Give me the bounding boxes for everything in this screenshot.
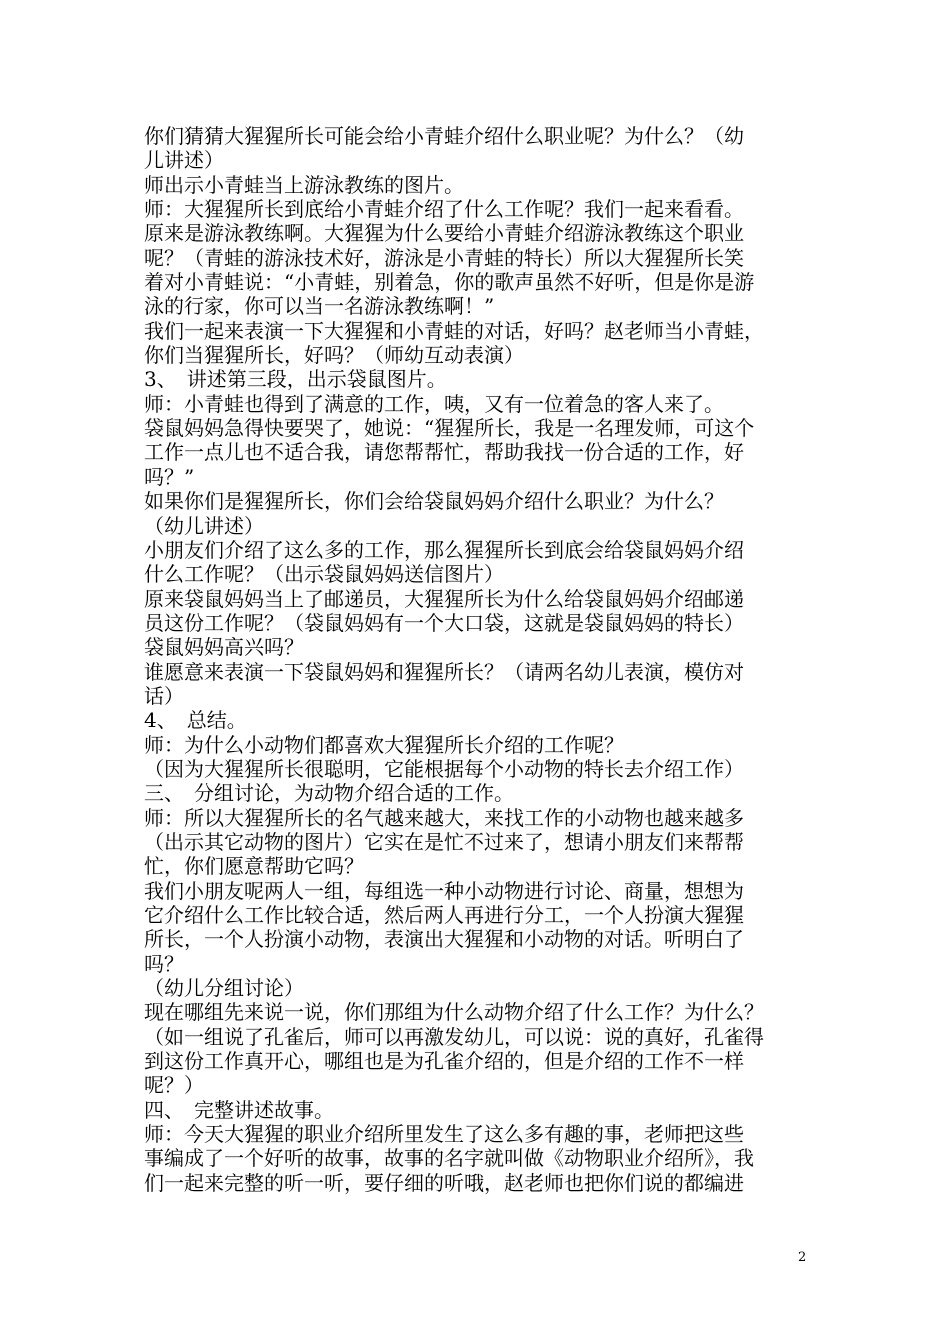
text-line: （出示其它动物的图片）它实在是忙不过来了，想请小朋友们来帮帮 — [144, 829, 744, 854]
page-number: 2 — [798, 1250, 807, 1265]
text-line: 三、 分组讨论，为动物介绍合适的工作。 — [144, 781, 514, 806]
text-line: 袋鼠妈妈急得快要哭了，她说：“猩猩所长，我是一名理发师，可这个 — [144, 416, 755, 441]
text-line: 它介绍什么工作比较合适，然后两人再进行分工，一个人扮演大猩猩 — [144, 903, 744, 927]
text-line: 4、 总结。 — [144, 708, 247, 733]
text-line: 谁愿意来表演一下袋鼠妈妈和猩猩所长？（请两名幼儿表演，模仿对 — [144, 659, 744, 684]
text-line: 师：为什么小动物们都喜欢大猩猩所长介绍的工作呢？ — [144, 732, 624, 757]
text-line: （如一组说了孔雀后，师可以再激发幼儿，可以说：说的真好，孔雀得 — [144, 1024, 764, 1049]
text-line: 吗？” — [144, 464, 195, 489]
text-line: 泳的行家，你可以当一名游泳教练啊！” — [144, 294, 495, 319]
text-line: 事编成了一个好听的故事，故事的名字就叫做《动物职业介绍所》，我 — [144, 1146, 754, 1171]
text-line: 呢？） — [144, 1073, 204, 1098]
text-line: 你们当猩猩所长，好吗？（师幼互动表演） — [144, 343, 524, 368]
text-line: 师：所以大猩猩所长的名气越来越大，来找工作的小动物也越来越多 — [144, 805, 744, 830]
text-line: 们一起来完整的听一听，要仔细的听哦，赵老师也把你们说的都编进 — [144, 1170, 744, 1195]
text-line: 吗？ — [144, 951, 184, 976]
text-line: 我们小朋友呢两人一组，每组选一种小动物进行讨论、商量，想想为 — [144, 878, 744, 903]
text-line: 现在哪组先来说一说，你们那组为什么动物介绍了什么工作？为什么？ — [144, 1000, 764, 1025]
text-line: 所长，一个人扮演小动物，表演出大猩猩和小动物的对话。听明白了 — [144, 927, 744, 952]
text-line: 师出示小青蛙当上游泳教练的图片。 — [144, 172, 464, 197]
text-line: 原来袋鼠妈妈当上了邮递员，大猩猩所长为什么给袋鼠妈妈介绍邮递 — [144, 586, 744, 611]
text-line: （幼儿分组讨论） — [144, 976, 304, 1001]
text-line: 四、 完整讲述故事。 — [144, 1097, 334, 1122]
text-line: 袋鼠妈妈高兴吗？ — [144, 635, 304, 660]
text-line: 小朋友们介绍了这么多的工作，那么猩猩所长到底会给袋鼠妈妈介绍 — [144, 537, 744, 562]
text-line: 你们猜猜大猩猩所长可能会给小青蛙介绍什么职业呢？为什么？（幼 — [144, 124, 744, 148]
text-line: 呢？（青蛙的游泳技术好，游泳是小青蛙的特长）所以大猩猩所长笑 — [144, 245, 744, 270]
text-line: 师：今天大猩猩的职业介绍所里发生了这么多有趣的事，老师把这些 — [144, 1122, 744, 1147]
text-line: 原来是游泳教练啊。大猩猩为什么要给小青蛙介绍游泳教练这个职业 — [144, 221, 744, 246]
text-line: 工作一点儿也不适合我，请您帮帮忙，帮助我找一份合适的工作，好 — [144, 440, 744, 465]
text-line: 着对小青蛙说：“小青蛙，别着急，你的歌声虽然不好听，但是你是游 — [144, 270, 755, 295]
text-line: 到这份工作真开心，哪组也是为孔雀介绍的，但是介绍的工作不一样 — [144, 1049, 744, 1074]
text-line: 话） — [144, 683, 184, 708]
text-line: 儿讲述） — [144, 148, 224, 173]
text-line: 什么工作呢？（出示袋鼠妈妈送信图片） — [144, 562, 504, 587]
text-line: 如果你们是猩猩所长，你们会给袋鼠妈妈介绍什么职业？为什么？ — [144, 489, 724, 514]
text-line: 3、 讲述第三段，出示袋鼠图片。 — [144, 367, 447, 392]
text-line: 忙，你们愿意帮助它吗？ — [144, 854, 364, 879]
text-line: 我们一起来表演一下大猩猩和小青蛙的对话，好吗？赵老师当小青蛙， — [144, 318, 764, 343]
text-line: （幼儿讲述） — [144, 513, 264, 538]
text-line: 师：大猩猩所长到底给小青蛙介绍了什么工作呢？我们一起来看看。 — [144, 197, 744, 222]
text-line: 师：小青蛙也得到了满意的工作，咦，又有一位着急的客人来了。 — [144, 391, 724, 416]
text-line: （因为大猩猩所长很聪明，它能根据每个小动物的特长去介绍工作） — [144, 756, 744, 781]
text-line: 员这份工作呢？（袋鼠妈妈有一个大口袋，这就是袋鼠妈妈的特长） — [144, 610, 744, 635]
body-text — [144, 124, 820, 1195]
